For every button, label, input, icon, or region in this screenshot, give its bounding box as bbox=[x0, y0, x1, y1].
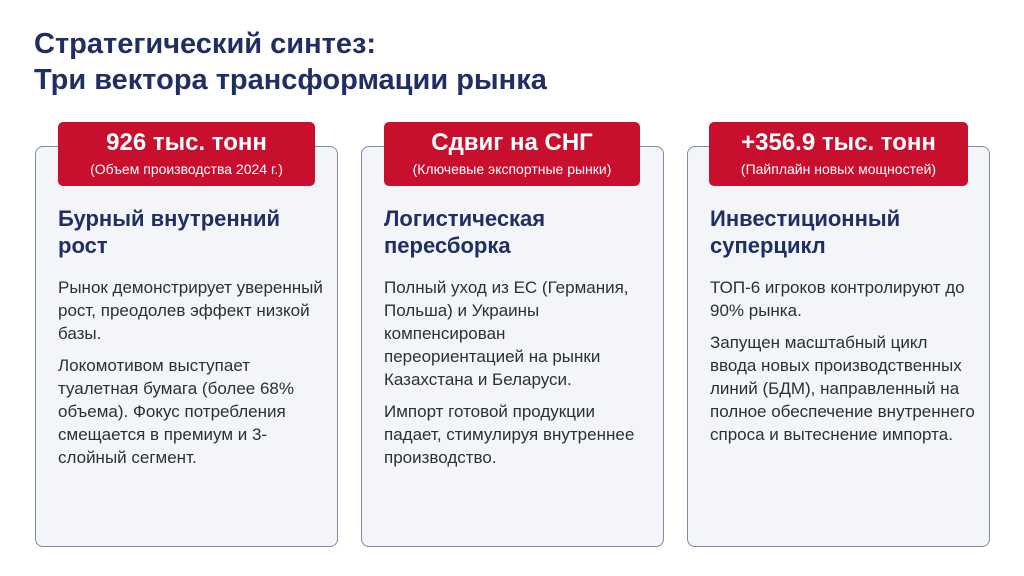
badge-caption: (Объем производства 2024 г.) bbox=[90, 161, 283, 177]
card-heading: Логистическая пересборка bbox=[384, 206, 546, 258]
badge-caption: (Ключевые экспортные рынки) bbox=[412, 161, 612, 177]
card-heading: Бурный внутренний рост bbox=[58, 206, 281, 258]
badge-value: +356.9 тыс. тонн bbox=[741, 129, 936, 156]
badge-caption: (Пайплайн новых мощностей) bbox=[740, 161, 937, 177]
page-title bbox=[34, 26, 547, 98]
card-content bbox=[710, 205, 975, 455]
page-title-line-1: Стратегический синтез: bbox=[34, 28, 377, 60]
card-paragraph: ТОП-6 игроков контролируют до 90% рынка. bbox=[710, 278, 965, 320]
badge-value: Сдвиг на СНГ bbox=[431, 129, 593, 156]
card-logistics-rebuild bbox=[361, 146, 664, 547]
card-paragraph: Рынок демонстрирует уверенный рост, преодолев эффект низкой базы. bbox=[58, 278, 323, 343]
card-paragraph: Полный уход из ЕС (Германия, Польша) и Украины компенсирован переориентацией на рынки Казахстана и Беларуси. bbox=[384, 278, 629, 389]
card-paragraph: Локомотивом выступает туалетная бумага (более 68% объема). Фокус потребления смещается в премиум и 3-слойный сегмент. bbox=[58, 356, 294, 467]
card-heading: Инвестиционный суперцикл bbox=[710, 206, 901, 258]
card-domestic-growth bbox=[35, 146, 338, 547]
badge-capacity-pipeline bbox=[709, 122, 968, 186]
card-investment-supercycle bbox=[687, 146, 990, 547]
badge-production-volume bbox=[58, 122, 315, 186]
badge-cis-shift bbox=[384, 122, 640, 186]
card-content bbox=[384, 205, 649, 478]
card-paragraph: Импорт готовой продукции падает, стимулируя внутреннее производство. bbox=[384, 402, 635, 467]
card-content bbox=[58, 205, 323, 478]
card-paragraph: Запущен масштабный цикл ввода новых производственных линий (БДМ), направленный на полное обеспечение внутреннего спроса и вытеснение импорта. bbox=[710, 333, 975, 444]
badge-value: 926 тыс. тонн bbox=[106, 129, 267, 156]
page-title-line-2: Три вектора трансформации рынка bbox=[34, 64, 547, 96]
